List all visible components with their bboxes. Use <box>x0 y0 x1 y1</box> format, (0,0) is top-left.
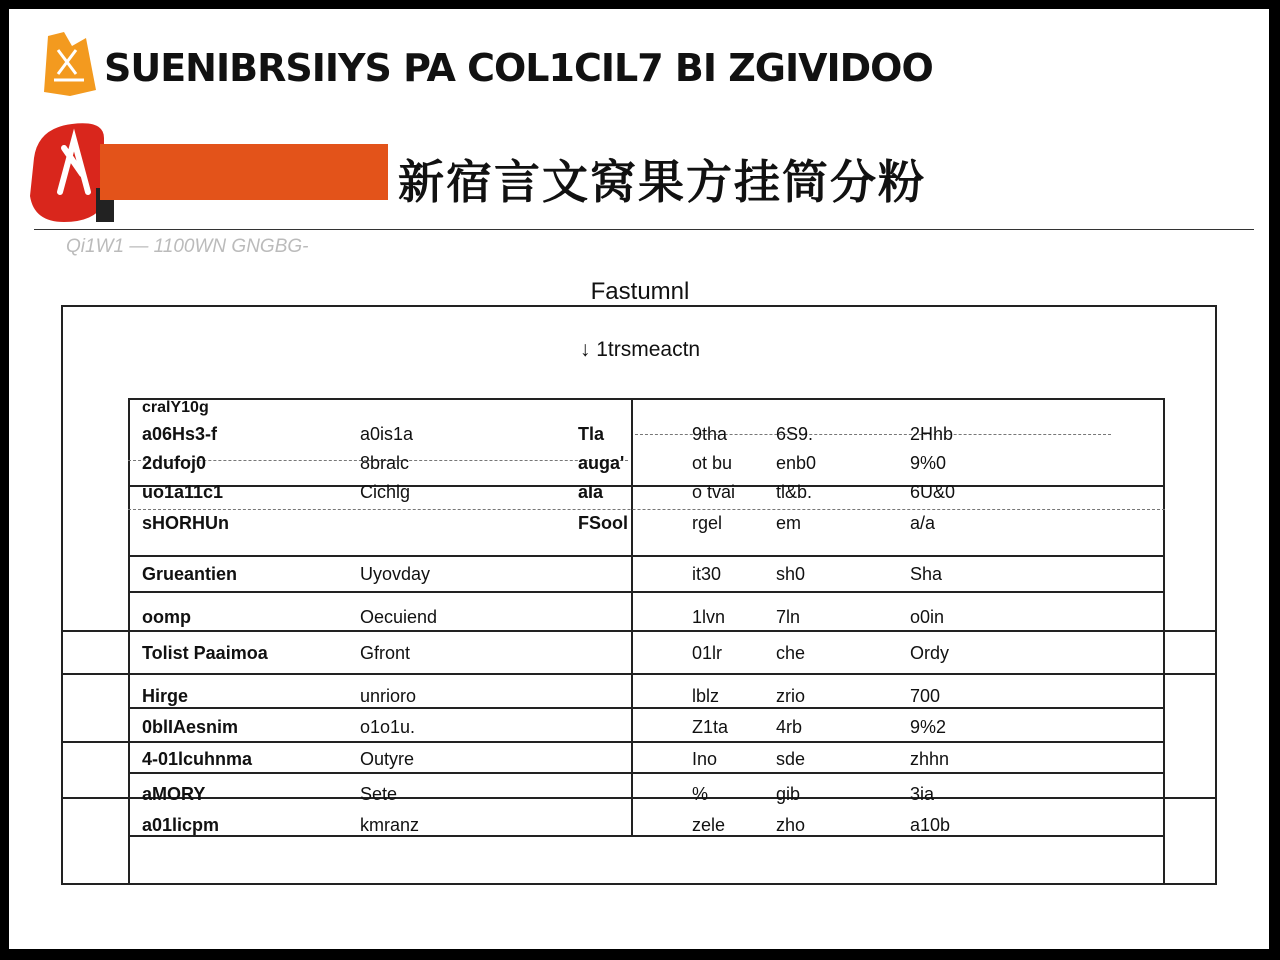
orange-logo-icon <box>40 30 98 98</box>
table-cell-c1: a01licpm <box>142 815 220 835</box>
table-cell-c3: auga' <box>578 453 625 473</box>
table-cell-c5: gib <box>776 784 801 804</box>
row-rule <box>61 673 1217 675</box>
table-cell-c2: kmranz <box>360 815 420 835</box>
table-cell-c2: Uyovday <box>360 564 431 584</box>
row-rule <box>128 555 1165 557</box>
table-cell-c5: 4rb <box>776 717 803 737</box>
header-divider <box>34 229 1254 230</box>
title-marker: ↓ <box>579 338 591 361</box>
table-cell-c2: o1o1u. <box>360 717 416 737</box>
row-rule <box>61 741 1165 743</box>
dashed-rule <box>128 509 1165 510</box>
title-accent-bar <box>100 144 388 200</box>
table-cell-c1: aMORY <box>142 784 206 804</box>
table-cell-c5: 7ln <box>776 607 801 627</box>
table-cell-c3: aIa <box>578 482 604 502</box>
table-title-text: 1trsmeactn <box>596 338 701 361</box>
table-title <box>0 338 1280 362</box>
table-cell-c6: 9%0 <box>910 453 947 473</box>
table-cell-c1: 4-01lcuhnma <box>142 749 253 769</box>
table-cell-c4: lblz <box>692 686 720 706</box>
table-cell-c2: a0is1a <box>360 424 414 444</box>
table-cell-c1: oomp <box>142 607 191 627</box>
row-rule <box>128 835 1165 837</box>
section-title: 新宿言文窝果方挂筒分粉 <box>398 155 926 209</box>
table-cell-c6: a/a <box>910 513 936 533</box>
table-cell-c1: Grueantien <box>142 564 238 584</box>
table-cell-c2: 8bralc <box>360 453 410 473</box>
table-cell-c4: 1lvn <box>692 607 726 627</box>
table-cell-c6: a10b <box>910 815 951 835</box>
table-cell-c5: sde <box>776 749 806 769</box>
table-cell-c2: Sete <box>360 784 398 804</box>
table-cell-c1: Tolist Paaimoa <box>142 643 268 663</box>
table-cell-c5: tl&b. <box>776 482 813 502</box>
table-cell-c1: 0blIAesnim <box>142 717 239 737</box>
table-cell-c4: o tvai <box>692 482 736 502</box>
table-cell-c2: Cichlg <box>360 482 411 502</box>
table-cell-c5: enb0 <box>776 453 817 473</box>
table-frame <box>128 398 1165 885</box>
table-cell-c6: 3ia <box>910 784 935 804</box>
table-cell-c4: Z1ta <box>692 717 729 737</box>
table-cell-c4: zele <box>692 815 726 835</box>
table-cell-c6: 9%2 <box>910 717 947 737</box>
table-cell-c4: % <box>692 784 709 804</box>
table-cell-c5: 6S9. <box>776 424 814 444</box>
table-cell-c2: Gfront <box>360 643 411 663</box>
row-rule <box>61 630 1217 632</box>
table-cell-c5: em <box>776 513 802 533</box>
row-rule <box>61 797 1217 799</box>
table-cell-c5: sh0 <box>776 564 806 584</box>
table-cell-c1: sHORHUn <box>142 513 230 533</box>
table-cell-c4: rgel <box>692 513 723 533</box>
table-cell-c4: 01lr <box>692 643 723 663</box>
table-cell-c4: ot bu <box>692 453 733 473</box>
row-rule <box>128 707 1165 709</box>
table-cell-c4: it30 <box>692 564 722 584</box>
table-cell-c6: zhhn <box>910 749 950 769</box>
table-cell-c3: Tla <box>578 424 605 444</box>
table-cell-c5: zrio <box>776 686 806 706</box>
table-cell-c1: uo1a11c1 <box>142 482 224 502</box>
table-cell-c4: Ino <box>692 749 718 769</box>
table-cell-c6: o0in <box>910 607 945 627</box>
table-cell-c5: zho <box>776 815 806 835</box>
table-cell-c1: 2dufoj0 <box>142 453 207 473</box>
table-cell-c1: a06Hs3-f <box>142 424 218 444</box>
table-cell-c6: Sha <box>910 564 943 584</box>
group-label: cralY10g <box>142 399 209 416</box>
table-cell-c2: Outyre <box>360 749 415 769</box>
row-rule <box>128 772 1165 774</box>
table-cell-c6: 6U&0 <box>910 482 956 502</box>
column-divider <box>631 398 633 836</box>
row-rule <box>128 485 1165 487</box>
page-headline: SUENIBRSIIYS PA COL1CIL7 BI ZGIVIDOO <box>104 46 933 90</box>
row-rule <box>128 591 1165 593</box>
table-cell-c6: 700 <box>910 686 941 706</box>
table-cell-c2: Oecuiend <box>360 607 438 627</box>
subtitle-line: Qi1W1 — 1100WN GNGBG- <box>66 236 309 257</box>
table-cell-c1: Hirge <box>142 686 189 706</box>
table-cell-c4: 9tha <box>692 424 728 444</box>
table-cell-c5: che <box>776 643 806 663</box>
table-cell-c6: 2Hhb <box>910 424 954 444</box>
table-cell-c3: FSool <box>578 513 628 533</box>
table-cell-c6: Ordy <box>910 643 950 663</box>
table-cell-c2: unrioro <box>360 686 417 706</box>
figure-title: Fastumnl <box>590 278 690 305</box>
